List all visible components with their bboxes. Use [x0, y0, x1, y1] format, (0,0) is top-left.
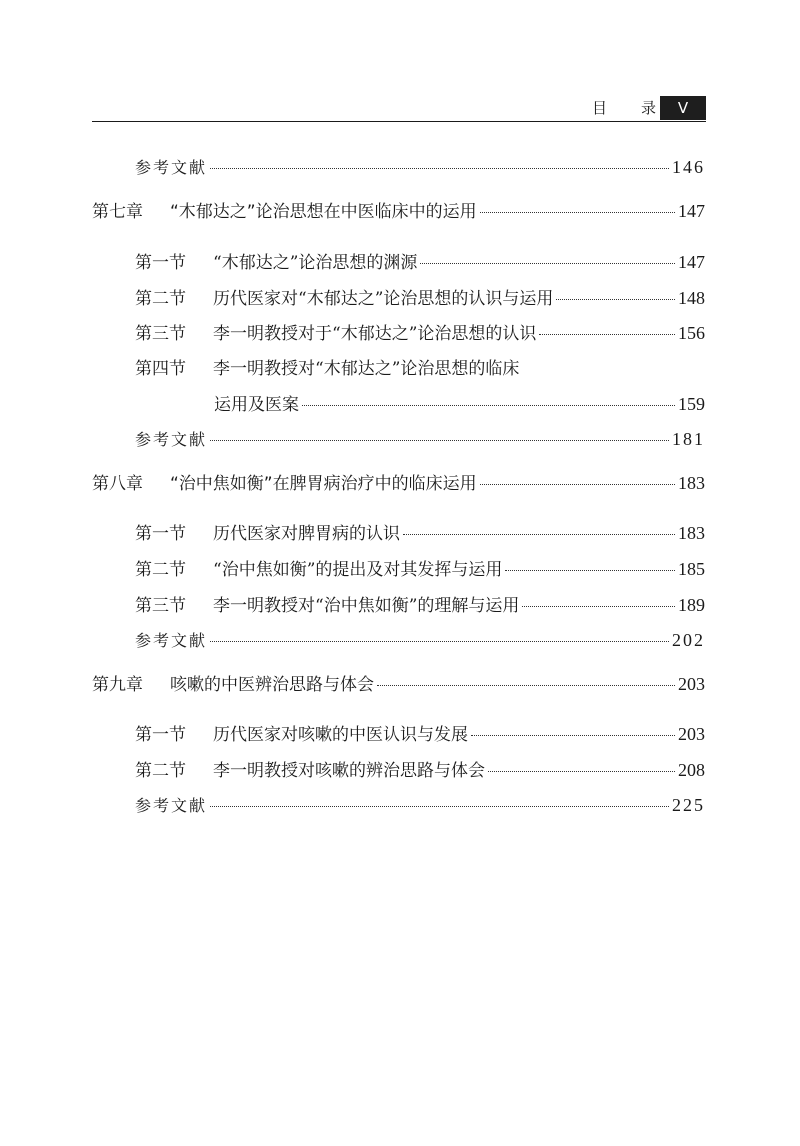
- section-title: 历代医家对“木郁达之”论治思想的认识与运用: [213, 289, 554, 309]
- dot-leader: [505, 569, 675, 571]
- header-title: [592, 97, 656, 118]
- toc-page: 183: [678, 473, 705, 493]
- chapter-number: 第八章: [92, 474, 143, 494]
- dot-leader: [377, 684, 675, 686]
- section-number: 第二节: [135, 761, 186, 781]
- section-number: 第三节: [135, 324, 186, 344]
- section-number: 第二节: [135, 560, 186, 580]
- chapter-title: 咳嗽的中医辨治思路与体会: [170, 675, 374, 695]
- toc-label: 运用及医案: [214, 395, 299, 415]
- toc-entry-continuation[interactable]: [214, 392, 705, 417]
- section-title: 历代医家对咳嗽的中医认识与发展: [213, 725, 468, 745]
- toc-label: 参考文献: [135, 796, 208, 815]
- toc-page: 203: [678, 724, 705, 744]
- toc-label: [92, 673, 374, 697]
- toc-page: 203: [678, 674, 705, 694]
- toc-page: 183: [678, 523, 705, 543]
- toc-label: [135, 759, 485, 783]
- toc-page: 156: [678, 323, 705, 343]
- toc-page: 225: [672, 795, 705, 815]
- toc-entry-section[interactable]: [135, 521, 705, 546]
- toc-page: 185: [678, 559, 705, 579]
- toc-page: 159: [678, 394, 705, 414]
- toc-entry-references[interactable]: [135, 155, 705, 180]
- section-number: 第三节: [135, 596, 186, 616]
- toc-page: 147: [678, 201, 705, 221]
- section-title: 李一明教授对咳嗽的辨治思路与体会: [213, 761, 485, 781]
- toc-entry-section-multiline[interactable]: [135, 357, 519, 381]
- toc-page: 148: [678, 288, 705, 308]
- section-number: 第一节: [135, 524, 186, 544]
- running-header: [92, 96, 706, 124]
- toc-entry-references[interactable]: [135, 793, 705, 818]
- toc-entry-references[interactable]: [135, 628, 705, 653]
- toc-entry-chapter-9[interactable]: [92, 672, 705, 697]
- section-number: 第一节: [135, 725, 186, 745]
- toc-entry-section[interactable]: [135, 758, 705, 783]
- toc-entry-section[interactable]: [135, 557, 705, 582]
- section-number: 第二节: [135, 289, 186, 309]
- toc-label: [135, 558, 502, 582]
- dot-leader: [471, 734, 675, 736]
- toc-page: 208: [678, 760, 705, 780]
- toc-entry-section[interactable]: [135, 593, 705, 618]
- section-title: 李一明教授对于“木郁达之”论治思想的认识: [213, 324, 537, 344]
- toc-entry-section[interactable]: [135, 286, 705, 311]
- chapter-title: “木郁达之”论治思想在中医临床中的运用: [170, 202, 477, 222]
- toc-label: [135, 287, 553, 311]
- toc-page: 189: [678, 595, 705, 615]
- dot-leader: [488, 770, 675, 772]
- toc-entry-chapter-7[interactable]: [92, 199, 705, 224]
- section-number: 第一节: [135, 253, 186, 273]
- dot-leader: [420, 262, 675, 264]
- toc-page: 202: [672, 630, 705, 650]
- section-title: “治中焦如衡”的提出及对其发挥与运用: [213, 560, 503, 580]
- dot-leader: [210, 805, 669, 807]
- toc-label: [135, 723, 468, 747]
- dot-leader: [403, 533, 675, 535]
- dot-leader: [210, 439, 669, 441]
- toc-label: 参考文献: [135, 430, 208, 449]
- dot-leader: [480, 483, 675, 485]
- dot-leader: [210, 167, 669, 169]
- page-number-badge: V: [660, 96, 706, 120]
- toc-entry-references[interactable]: [135, 427, 705, 452]
- dot-leader: [210, 640, 669, 642]
- header-rule: [92, 121, 706, 122]
- toc-entry-section[interactable]: [135, 722, 705, 747]
- toc-label: 参考文献: [135, 631, 208, 650]
- section-title: 历代医家对脾胃病的认识: [213, 524, 400, 544]
- toc-entry-section[interactable]: [135, 321, 705, 346]
- dot-leader: [480, 211, 675, 213]
- toc-label: [92, 200, 477, 224]
- toc-page: 146: [672, 157, 705, 177]
- section-number: 第四节: [135, 359, 186, 379]
- header-title-char-1: 目: [591, 99, 607, 117]
- toc-label: [92, 472, 477, 496]
- dot-leader: [302, 404, 675, 406]
- toc-label: 参考文献: [135, 158, 208, 177]
- section-title: 李一明教授对“治中焦如衡”的理解与运用: [213, 596, 520, 616]
- toc-entry-chapter-8[interactable]: [92, 471, 705, 496]
- toc-entry-section[interactable]: [135, 250, 705, 275]
- header-title-char-2: 录: [640, 99, 656, 117]
- section-title: “木郁达之”论治思想的渊源: [213, 253, 418, 273]
- toc-label: [135, 594, 519, 618]
- toc-page: 147: [678, 252, 705, 272]
- toc-label: [135, 322, 536, 346]
- chapter-number: 第九章: [92, 675, 143, 695]
- toc-label: [135, 522, 400, 546]
- dot-leader: [522, 605, 675, 607]
- toc-page: 181: [672, 429, 705, 449]
- chapter-number: 第七章: [92, 202, 143, 222]
- chapter-title: “治中焦如衡”在脾胃病治疗中的临床运用: [170, 474, 477, 494]
- section-title: 李一明教授对“木郁达之”论治思想的临床: [213, 359, 520, 379]
- dot-leader: [539, 333, 675, 335]
- toc-label: [135, 251, 417, 275]
- dot-leader: [556, 298, 675, 300]
